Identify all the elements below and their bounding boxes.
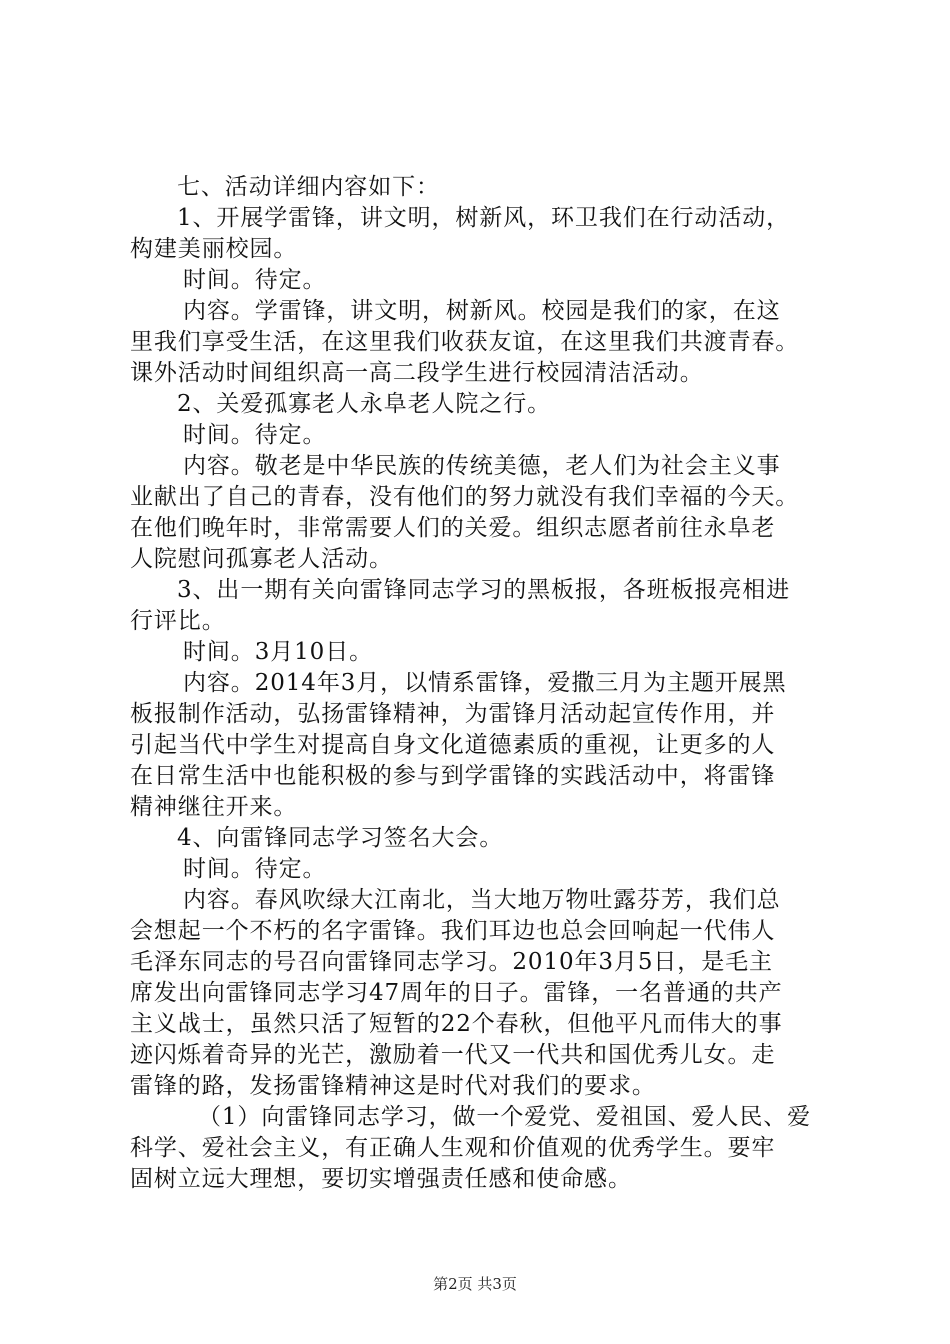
paragraph-line: 人院慰问孤寡老人活动。 [130, 546, 393, 572]
activity-2-content: 内容。敬老是中华民族的传统美德，老人们为社会主义事 [183, 453, 781, 479]
paragraph-line: 雷锋的路，发扬雷锋精神这是时代对我们的要求。 [130, 1073, 656, 1099]
activity-4-content: 内容。春风吹绿大江南北，当大地万物吐露芬芳，我们总 [183, 887, 781, 913]
activity-1-title-cont: 构建美丽校园。 [130, 236, 298, 262]
sub-item-1: （1）向雷锋同志学习，做一个爱党、爱祖国、爱人民、爱 [198, 1104, 812, 1130]
activity-3-title-cont: 行评比。 [130, 608, 226, 634]
activity-2-title: 2、关爱孤寡老人永阜老人院之行。 [177, 391, 552, 417]
activity-1-title: 1、开展学雷锋，讲文明，树新风，环卫我们在行动活动， [177, 205, 791, 231]
activity-4-title: 4、向雷锋同志学习签名大会。 [177, 825, 504, 851]
paragraph-line: 席发出向雷锋同志学习47周年的日子。雷锋，一名普通的共产 [130, 980, 783, 1006]
paragraph-line: 板报制作活动，弘扬雷锋精神，为雷锋月活动起宣传作用，并 [130, 701, 776, 727]
activity-3-time: 时间。3月10日。 [183, 639, 373, 665]
paragraph-line: 固树立远大理想，要切实增强责任感和使命感。 [130, 1166, 632, 1192]
activity-1-time: 时间。待定。 [183, 267, 327, 293]
section-heading: 七、活动详细内容如下： [177, 174, 440, 200]
paragraph-line: 迹闪烁着奇异的光芒，激励着一代又一代共和国优秀儿女。走 [130, 1042, 776, 1068]
paragraph-line: 主义战士，虽然只活了短暂的22个春秋，但他平凡而伟大的事 [130, 1011, 783, 1037]
paragraph-line: 在日常生活中也能积极的参与到学雷锋的实践活动中，将雷锋 [130, 763, 776, 789]
activity-3-content: 内容。2014年3月，以情系雷锋，爱撒三月为主题开展黑 [183, 670, 787, 696]
activity-2-time: 时间。待定。 [183, 422, 327, 448]
page-number-footer: 第2页 共3页 [433, 1275, 517, 1293]
activity-4-time: 时间。待定。 [183, 856, 327, 882]
paragraph-line: 在他们晚年时，非常需要人们的关爱。组织志愿者前往永阜老 [130, 515, 776, 541]
activity-1-content: 内容。学雷锋，讲文明，树新风。校园是我们的家，在这 [183, 298, 781, 324]
document-body [130, 172, 830, 1195]
paragraph-line: 课外活动时间组织高一高二段学生进行校园清洁活动。 [130, 360, 704, 386]
paragraph-line: 业献出了自己的青春，没有他们的努力就没有我们幸福的今天。 [130, 484, 800, 510]
paragraph-line: 毛泽东同志的号召向雷锋同志学习。2010年3月5日，是毛主 [130, 949, 773, 975]
paragraph-line: 精神继往开来。 [130, 794, 298, 820]
paragraph-line: 科学、爱社会主义，有正确人生观和价值观的优秀学生。要牢 [130, 1135, 776, 1161]
paragraph-line: 会想起一个不朽的名字雷锋。我们耳边也总会回响起一代伟人 [130, 918, 776, 944]
activity-3-title: 3、出一期有关向雷锋同志学习的黑板报，各班板报亮相进 [177, 577, 791, 603]
paragraph-line: 里我们享受生活，在这里我们收获友谊，在这里我们共渡青春。 [130, 329, 800, 355]
paragraph-line: 引起当代中学生对提高自身文化道德素质的重视，让更多的人 [130, 732, 776, 758]
